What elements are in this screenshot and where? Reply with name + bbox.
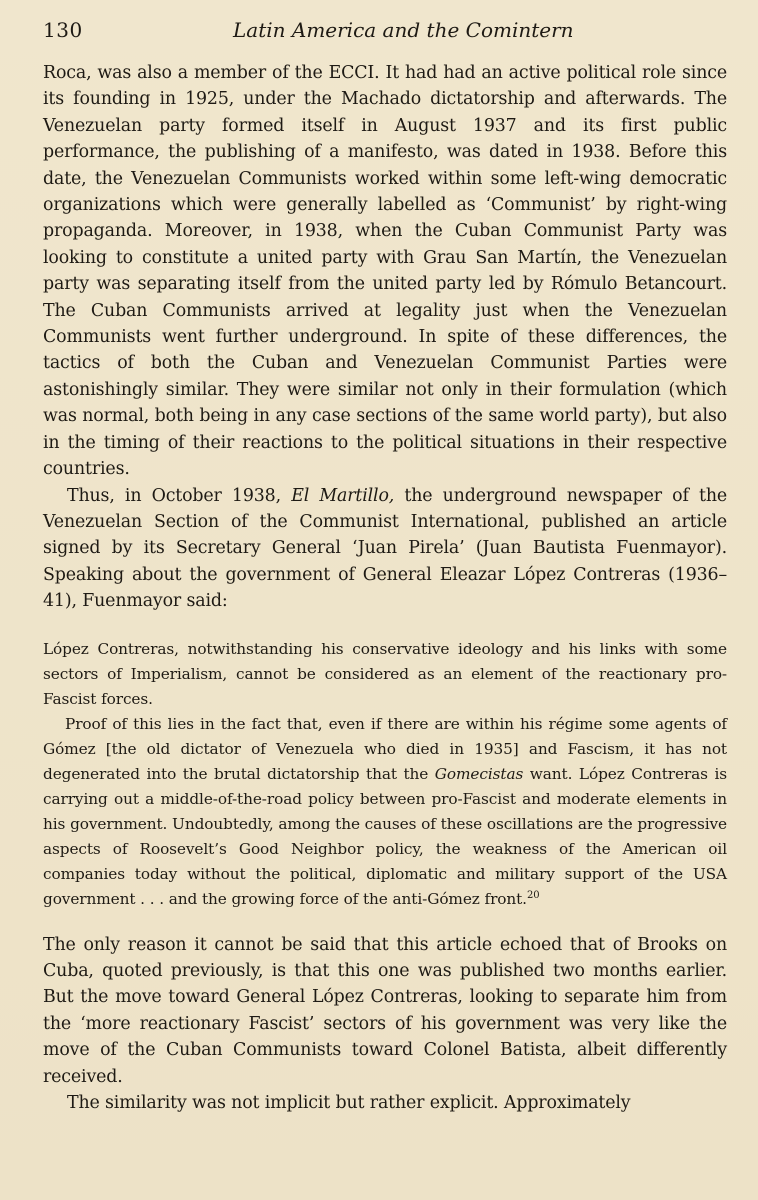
newspaper-title: El Martillo, (291, 485, 395, 506)
paragraph-4: The similarity was not implicit but rather explicit. Approximately (67, 1092, 631, 1113)
block-quote-2-rest: want. López Contreras is carrying out a middle-of-the-road policy between pro-Fascist and moderate elements in his government. Undoubtedly, among the causes of these oscillations are the progressive aspects of Roosevelt’s Good Neighbor policy, the weakness of the American oil companies today without the political, diplomatic and military support of the USA government . . . and the growing force of the anti-Gómez front. (43, 764, 727, 908)
block-quote-2-start: Proof of this lies in the fact that, even if there are within his régime some agents of Gómez [the old dictator of Venezuela who died in 1935] and Fascism, it has not degenerated into the brutal dictatorship that the (43, 714, 727, 783)
page-number: 130 (43, 18, 83, 42)
paragraph-2 (43, 483, 727, 615)
paragraph-2-start: Thus, in October 1938, (67, 485, 292, 506)
footnote-marker: 20 (526, 889, 540, 901)
paragraph-1: Roca, was also a member of the ECCI. It had had an active political role since its founding in 1925, under the Machado dictatorship and afterwards. The Venezuelan party formed itself in August 1937 and its first public performance, the publishing of a manifesto, was dated in 1938. Before this date, the Venezuelan Communists worked within some left-wing democratic organizations which were generally labelled as ‘Communist’ by right-wing propaganda. Moreover, in 1938, when the Cuban Communist Party was looking to constitute a united party with Grau San Martín, the Venezuelan party was separating itself from the united party led by Rómulo Betancourt. The Cuban Communists arrived at legality just when the Venezuelan Communists went further underground. In spite of these differences, the tactics of both the Cuban and Venezuelan Communist Parties were astonishingly similar. They were similar not only in their formulation (which was normal, both being in any case sections of the same world party), but also in the timing of their reactions to the political situations in their respective countries. (43, 63, 727, 480)
running-title: Latin America and the Comintern (233, 18, 574, 42)
paragraph-2-rest: the underground newspaper of the Venezuelan Section of the Communist International, published an article signed by its Secretary General ‘Juan Pirela’ (Juan Bautista Fuenmayor). Speaking about the government of General Eleazar López Contreras (1936–41), Fuenmayor said: (43, 485, 728, 612)
paragraph-3: The only reason it cannot be said that this article echoed that of Brooks on Cuba, quoted previously, is that this one was published two months earlier. But the move toward General López Contreras, looking to separate him from the ‘more reactionary Fascist’ sectors of his government was very like the move of the Cuban Communists toward Colonel Batista, albeit differently received. (43, 934, 727, 1087)
body-text (43, 60, 727, 1116)
gomecistas-term: Gomecistas (434, 764, 524, 783)
block-quote-2 (43, 712, 727, 912)
block-quote-1: López Contreras, notwithstanding his conservative ideology and his links with some sectors of Imperialism, cannot be considered as an element of the reactionary pro-Fascist forces. (43, 639, 727, 708)
page-header (43, 18, 728, 48)
